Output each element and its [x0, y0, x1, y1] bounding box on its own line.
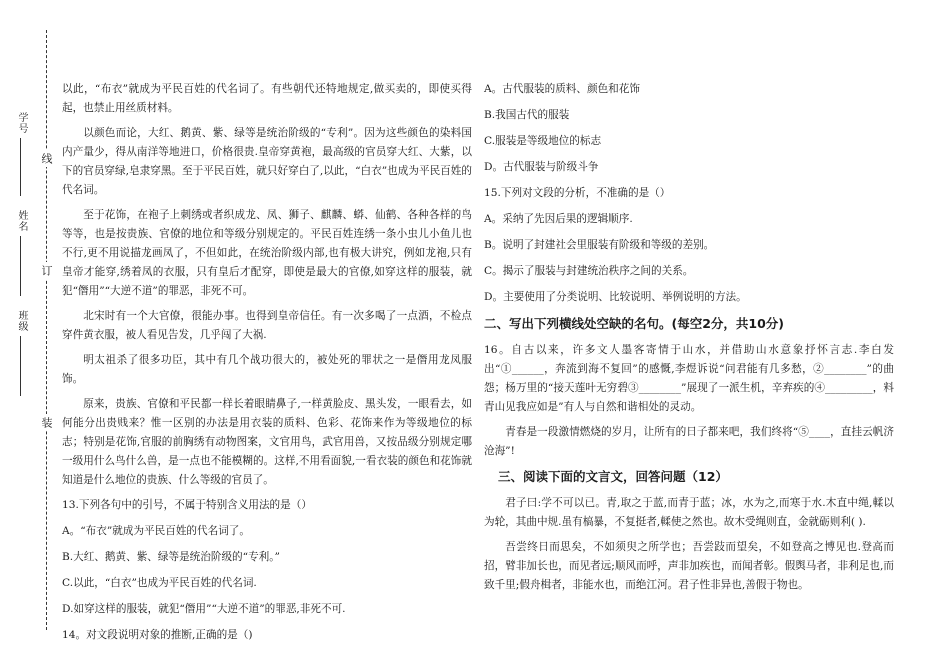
- student-number-field[interactable]: [20, 138, 21, 196]
- question-16-continued: 青春是一段激情燃烧的岁月，让所有的日子都来吧，我们终将“⑤____，直挂云帆济沧海”!: [484, 426, 894, 457]
- name-label: 姓名: [16, 210, 27, 232]
- class-field[interactable]: [20, 336, 21, 396]
- q13-option-d: D.如穿这样的服装，就犯“僭用”“大逆不道”的罪恶,非死不可.: [62, 603, 346, 615]
- section-3-heading: 三、阅读下面的文言文，回答问题（12）: [498, 469, 728, 484]
- binding-dashed-line: [46, 30, 47, 630]
- q14-option-d: D。古代服装与阶级斗争: [484, 161, 599, 173]
- classical-passage-paragraph: 君子曰:学不可以已。青,取之于蓝,而青于蓝；冰，水为之,而寒于水.木直中绳,輮以为轮，其曲中规.虽有槁暴，不复挺者,輮使之然也。故木受绳则直，金就砺则利( ).: [484, 497, 894, 528]
- passage-paragraph: 以此，“布衣”就成为平民百姓的代名词了。有些朝代还特地规定,做买卖的，即使买得起，也禁止用丝质材料。: [62, 83, 472, 114]
- question-15: 15.下列对文段的分析，不准确的是（）: [484, 187, 671, 199]
- passage-paragraph: 至于花饰，在袍子上刺绣或者织成龙、凤、狮子、麒麟、蟒、仙鹤、各种各样的鸟等等，也是按贵族、官僚的地位和等级分别规定的。平民百姓连绣一条小虫儿小鱼儿也不行,更不用说描龙画凤了，不但如此，在统治阶级内部,也有极大讲究，例如龙袍,只有皇帝才能穿,绣着凤的衣服，只有皇后才配穿，即使是最大的官僚,如穿这样的服装，就犯“僭用”“大逆不道”的罪恶，非死不可。: [62, 209, 472, 297]
- student-number-label: 学号: [16, 112, 27, 134]
- passage-paragraph: 北宋时有一个大官僚，很能办事。也得到皇帝信任。有一次多喝了一点酒，不检点穿件黄衣服，被人看见告发，几乎闯了大祸.: [62, 310, 472, 341]
- question-16: 16。自古以来，许多文人墨客寄情于山水，并借助山水意象抒怀言志.李白发出“①______，奔流到海不复回”的感慨,李煜诉说“问君能有几多愁，②________”的曲怨；杨万里的“接天莲叶无穷碧③________”展现了一派生机，辛弃疾的④_________，料青山见我应如是”有人与自然和谐相处的灵动。: [484, 344, 894, 413]
- q14-option-b: B.我国古代的服装: [484, 109, 570, 121]
- q15-option-d: D。主要使用了分类说明、比较说明、举例说明的方法。: [484, 291, 747, 303]
- name-field[interactable]: [20, 236, 21, 296]
- binding-mark-staple: 订: [38, 262, 54, 279]
- q13-option-a: A。“布衣”就成为平民百姓的代名词了。: [62, 525, 250, 537]
- class-label: 班级: [16, 310, 27, 332]
- q14-option-c: C.服装是等级地位的标志: [484, 135, 602, 147]
- passage-paragraph: 以颜色而论，大红、鹅黄、紫、绿等是统治阶级的“专利”。因为这些颜色的染料国内产量少，得从南洋等地进口，价格很贵.皇帝穿黄袍，最高级的官员穿大红、大紫，以下的官员穿绿,皂隶穿黑。至于平民百姓，就只好穿白了,以此，“白衣”也成为平民百姓的代名词。: [62, 127, 472, 196]
- q13-option-b: B.大红、鹅黄、紫、绿等是统治阶级的“专利。”: [62, 551, 280, 563]
- q15-option-a: A。采纳了先因后果的逻辑顺序.: [484, 213, 633, 225]
- q15-option-b: B。说明了封建社会里服装有阶级和等级的差别。: [484, 239, 715, 251]
- binding-mark-bind: 装: [38, 414, 54, 431]
- q14-option-a: A。古代服装的质料、颜色和花饰: [484, 83, 640, 95]
- right-column: [484, 80, 894, 601]
- q15-option-c: C。揭示了服装与封建统治秩序之间的关系。: [484, 265, 694, 277]
- section-2-heading: 二、写出下列横线处空缺的名句。(每空2分，共10分): [484, 316, 785, 331]
- q13-option-c: C.以此，“白衣”也成为平民百姓的代名词.: [62, 577, 257, 589]
- binding-margin: [0, 0, 60, 671]
- binding-mark-line: 线: [38, 150, 54, 167]
- left-column: [62, 80, 472, 652]
- passage-paragraph: 原来，贵族、官僚和平民都一样长着眼睛鼻子,一样黄脸皮、黑头发，一眼看去，如何能分出贵贱来？惟一区别的办法是用衣装的质料、色彩、花饰来作为等级地位的标志；特别是花饰,官服的前胸绣有动物图案，文官用鸟，武官用兽，又按品级分别规定哪一级用什么鸟什么兽，是一点也不能模糊的。这样,不用看面貌,一看衣装的颜色和花饰就知道是什么地位的贵族、什么等级的官员了。: [62, 398, 472, 486]
- classical-passage-paragraph: 吾尝终日而思矣，不如须臾之所学也；吾尝跂而望矣，不如登高之博见也.登高而招，臂非加长也，而见者远;顺风而呼，声非加疾也，而闻者彰。假舆马者，非利足也,而致千里;假舟楫者，非能水也，而绝江河。君子性非异也,善假于物也。: [484, 541, 894, 591]
- question-13: 13.下列各句中的引号，不属于特别含义用法的是（）: [62, 499, 312, 511]
- question-14: 14。对文段说明对象的推断,正确的是（): [62, 629, 253, 641]
- passage-paragraph: 明太祖杀了很多功臣，其中有几个战功很大的，被处死的罪状之一是僭用龙凤服饰。: [62, 354, 472, 385]
